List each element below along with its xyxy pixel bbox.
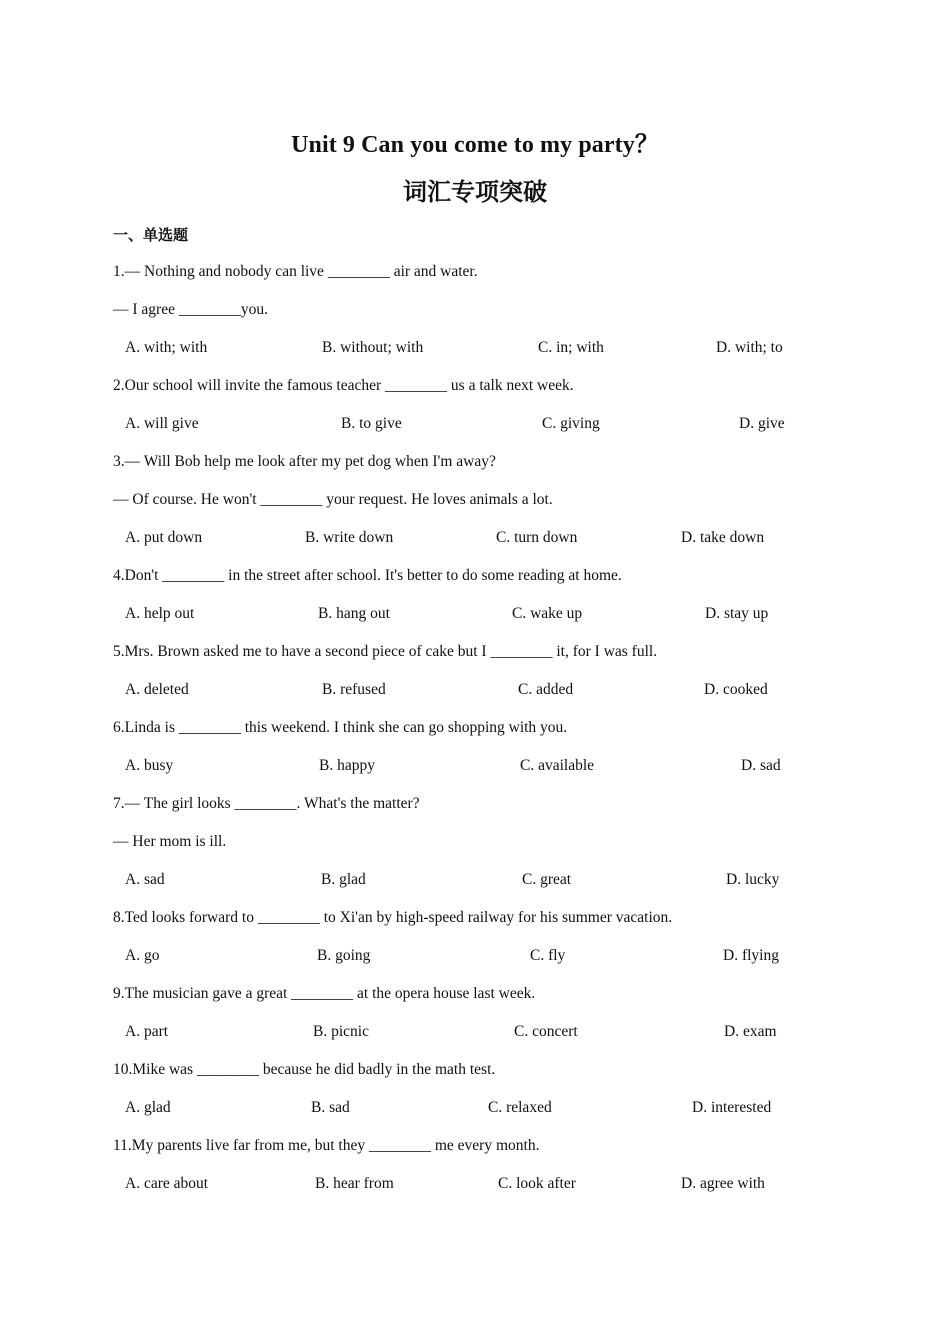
question-6-option-a: A. busy xyxy=(125,757,174,774)
question-3-option-b: B. write down xyxy=(305,529,394,546)
question-3-option-a: A. put down xyxy=(125,529,203,546)
question-5-option-a: A. deleted xyxy=(125,681,189,698)
question-3-option-d: D. take down xyxy=(681,529,765,546)
question-2-option-b: B. to give xyxy=(341,415,402,432)
question-9-option-b: B. picnic xyxy=(313,1023,369,1040)
question-8-option-a: A. go xyxy=(125,947,160,964)
question-1-option-d: D. with; to xyxy=(716,339,783,356)
question-11-option-d: D. agree with xyxy=(681,1175,765,1192)
question-7-option-a: A. sad xyxy=(125,871,165,888)
question-4-stem: 4.Don't ________ in the street after school. It's better to do some reading at home. xyxy=(113,567,622,584)
question-7-option-c: C. great xyxy=(522,871,572,888)
question-2-option-c: C. giving xyxy=(542,415,600,432)
question-7-option-d: D. lucky xyxy=(726,871,780,888)
question-6-option-d: D. sad xyxy=(741,757,781,774)
page-subtitle: 词汇专项突破 xyxy=(403,178,547,206)
question-3-stem: 3.— Will Bob help me look after my pet dog when I'm away? xyxy=(113,453,496,470)
question-10-option-b: B. sad xyxy=(311,1099,350,1116)
question-7-stem: 7.— The girl looks ________. What's the matter? xyxy=(113,795,420,812)
question-3-option-c: C. turn down xyxy=(496,529,578,546)
question-4-option-a: A. help out xyxy=(125,605,195,622)
question-8-option-c: C. fly xyxy=(530,947,566,964)
question-8-option-d: D. flying xyxy=(723,947,779,964)
question-4-option-c: C. wake up xyxy=(512,605,583,622)
question-9-option-c: C. concert xyxy=(514,1023,578,1040)
question-11-stem: 11.My parents live far from me, but they ________ me every month. xyxy=(113,1137,540,1154)
question-6-option-b: B. happy xyxy=(319,757,375,774)
question-2-stem: 2.Our school will invite the famous teacher ________ us a talk next week. xyxy=(113,377,574,394)
question-1-stem: 1.— Nothing and nobody can live ________ air and water. xyxy=(113,263,478,280)
section-heading: 一、单选题 xyxy=(113,226,189,244)
question-5-option-d: D. cooked xyxy=(704,681,768,698)
question-4-option-b: B. hang out xyxy=(318,605,390,622)
question-7-response: — Her mom is ill. xyxy=(113,833,227,850)
question-10-option-a: A. glad xyxy=(125,1099,171,1116)
question-1-option-b: B. without; with xyxy=(322,339,424,356)
question-2-option-d: D. give xyxy=(739,415,785,432)
question-3-response: — Of course. He won't ________ your request. He loves animals a lot. xyxy=(113,491,553,508)
question-7-option-b: B. glad xyxy=(321,871,366,888)
question-9-stem: 9.The musician gave a great ________ at the opera house last week. xyxy=(113,985,536,1002)
question-8-stem: 8.Ted looks forward to ________ to Xi'an by high-speed railway for his summer vacation. xyxy=(113,909,673,926)
question-6-option-c: C. available xyxy=(520,757,595,774)
question-4-option-d: D. stay up xyxy=(705,605,769,622)
question-1-response: — I agree ________you. xyxy=(113,301,268,318)
page-title: Unit 9 Can you come to my party？ xyxy=(291,132,659,158)
question-10-option-d: D. interested xyxy=(692,1099,772,1116)
question-10-option-c: C. relaxed xyxy=(488,1099,552,1116)
question-5-option-c: C. added xyxy=(518,681,574,698)
question-5-option-b: B. refused xyxy=(322,681,386,698)
question-1-option-c: C. in; with xyxy=(538,339,604,356)
question-9-option-a: A. part xyxy=(125,1023,169,1040)
question-11-option-b: B. hear from xyxy=(315,1175,394,1192)
question-11-option-a: A. care about xyxy=(125,1175,209,1192)
question-1-option-a: A. with; with xyxy=(125,339,208,356)
question-2-option-a: A. will give xyxy=(125,415,199,432)
question-10-stem: 10.Mike was ________ because he did badly in the math test. xyxy=(113,1061,496,1078)
question-5-stem: 5.Mrs. Brown asked me to have a second piece of cake but I ________ it, for I was full. xyxy=(113,643,658,660)
question-8-option-b: B. going xyxy=(317,947,371,964)
question-6-stem: 6.Linda is ________ this weekend. I think she can go shopping with you. xyxy=(113,719,568,736)
question-9-option-d: D. exam xyxy=(724,1023,777,1040)
question-11-option-c: C. look after xyxy=(498,1175,576,1192)
